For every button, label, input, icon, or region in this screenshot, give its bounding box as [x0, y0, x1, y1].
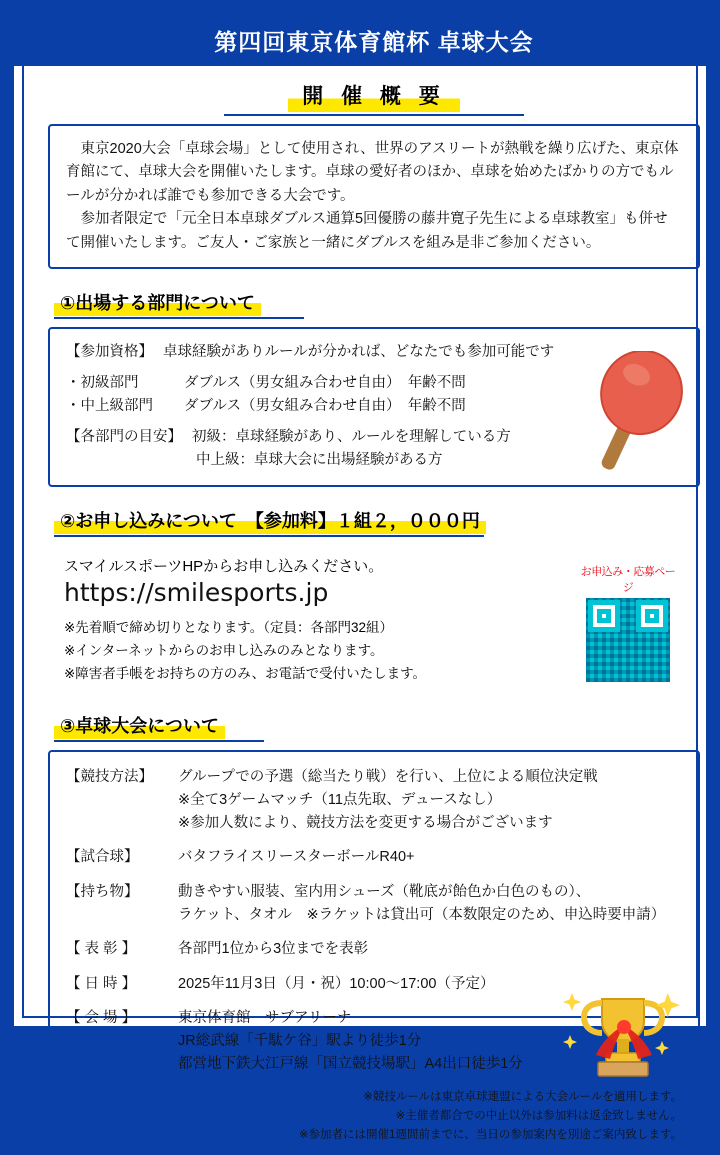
list-item	[66, 449, 682, 472]
list-item	[66, 426, 682, 449]
footnote-0: ※競技ルールは東京卓球連盟による大会ルールを適用します。	[363, 1090, 682, 1103]
section1-label-0: 【参加資格】	[66, 344, 153, 361]
overview-paragraph-1: 東京2020大会「卓球会場」として使用され、世界のアスリートが熱戦を繰り広げた、東京体育館にて、卓球大会を開催いたします。卓球の愛好者のほか、卓球を始めたばかりの方でもルールが分かれば誰でも参加できる大会です。	[66, 141, 679, 204]
row-value-0-2: ※参加人数により、競技方法を変更する場合がございます	[178, 815, 553, 832]
row-values-2	[178, 881, 665, 927]
list-item	[66, 395, 682, 418]
section2-note-2: ※障害者手帳をお持ちの方のみ、お電話で受付いたします。	[64, 665, 427, 681]
section1-heading-rule	[54, 317, 304, 319]
table-row	[66, 938, 682, 961]
row-values-4	[178, 973, 494, 996]
row-values-0	[178, 766, 598, 836]
row-value-0-1: ※全て3ゲームマッチ（11点先取、デュースなし）	[178, 791, 502, 808]
overview-heading-rule	[224, 114, 524, 116]
table-row	[66, 881, 682, 927]
section1-label-1: ・初級部門	[66, 374, 139, 391]
row-label-1: 【試合球】	[66, 849, 139, 866]
application-url[interactable]: https://smilesports.jp	[64, 577, 329, 607]
row-values-3	[178, 938, 368, 961]
row-value-5-2: 都営地下鉄大江戸線「国立競技場駅」A4出口徒歩1分	[178, 1056, 523, 1073]
row-value-2-1: ラケット、タオル ※ラケットは貸出可（本数限定のため、申込時要申請）	[178, 906, 666, 923]
row-value-5-0: 東京体育館 サブアリーナ	[178, 1010, 352, 1027]
table-row	[66, 846, 682, 869]
section1-value-2: ダブルス（男女組み合わせ自由） 年齢不問	[184, 398, 466, 415]
section1-label-2: ・中上級部門	[66, 398, 153, 415]
row-value-5-1: JR総武線「千駄ケ谷」駅より徒歩1分	[178, 1033, 422, 1050]
row-values-1	[178, 846, 414, 869]
row-value-0-0: グループでの予選（総当たり戦）を行い、上位による順位決定戦	[178, 768, 598, 785]
section2-heading-label: ②お申し込みについて 【参加料】１組２，０００円	[54, 507, 486, 534]
overview-paragraph-2: 参加者限定で「元全日本卓球ダブルス通算5回優勝の藤井寛子先生による卓球教室」も併せて開催いたします。ご友人・ご家族と一緒にダブルスを組み是非ご参加ください。	[66, 211, 668, 251]
section1-value-1: ダブルス（男女組み合わせ自由） 年齢不問	[184, 374, 466, 391]
row-label-2: 【持ち物】	[66, 883, 139, 900]
section1-value-4: 中上級：卓球大会に出場経験がある方	[196, 452, 443, 469]
section1-heading-label: ①出場する部門について	[54, 289, 261, 316]
qr-caption: お申込み・応募ページ	[580, 565, 676, 594]
section2-note-0: ※先着順で締め切りとなります。（定員：各部門32組）	[64, 619, 393, 635]
trophy-icon	[558, 981, 688, 1101]
section2-heading-rule	[54, 535, 484, 537]
overview-heading	[48, 80, 700, 116]
section1-box	[48, 327, 700, 486]
section2-lead: スマイルスポーツHPからお申し込みください。	[64, 557, 384, 575]
section1-value-3: 初級：卓球経験があり、ルールを理解している方	[192, 428, 511, 445]
qr-code-icon[interactable]	[586, 598, 670, 682]
page-title: 第四回東京体育館杯 卓球大会	[14, 14, 720, 66]
row-value-3-0: 各部門1位から3位までを表彰	[178, 941, 369, 958]
section3-heading-label: ③卓球大会について	[54, 712, 225, 739]
section1-label-4	[66, 449, 196, 472]
section1-value-0: 卓球経験がありルールが分かれば、どなたでも参加可能です	[163, 344, 555, 361]
section1-lines	[66, 341, 682, 472]
section3-heading-rule	[54, 740, 264, 742]
qr-block	[580, 563, 676, 682]
row-values-5	[178, 1007, 523, 1077]
list-item	[66, 372, 682, 395]
row-label-3: 【 表 彰 】	[66, 941, 137, 958]
section2-heading	[48, 507, 700, 537]
poster-content	[36, 66, 712, 1141]
section3-heading	[48, 712, 700, 742]
overview-box	[48, 124, 700, 269]
row-value-1-0: バタフライスリースターボールR40+	[178, 849, 415, 866]
section2-body	[48, 545, 700, 686]
section3-box	[48, 750, 700, 1155]
list-item	[66, 341, 682, 364]
footnote-2: ※参加者には開催1週間前までに、当日の参加案内を別途ご案内致します。	[298, 1128, 682, 1141]
table-row	[66, 766, 682, 836]
section2-note-1: ※インターネットからのお申し込みのみとなります。	[64, 642, 384, 658]
overview-heading-label: 開 催 概 要	[288, 80, 460, 112]
row-value-2-0: 動きやすい服装、室内用シューズ（靴底が飴色か白色のもの）、	[178, 883, 591, 900]
row-label-5: 【 会 場 】	[66, 1010, 137, 1027]
footnote-1: ※主催者都合での中止以外は参加料は返金致しません。	[395, 1109, 682, 1122]
row-value-4-0: 2025年11月3日（月・祝）10:00〜17:00（予定）	[178, 975, 495, 992]
section1-label-3: 【各部門の目安】	[66, 428, 182, 445]
row-label-4: 【 日 時 】	[66, 975, 137, 992]
section1-heading	[48, 289, 700, 319]
row-label-0: 【競技方法】	[66, 768, 153, 785]
